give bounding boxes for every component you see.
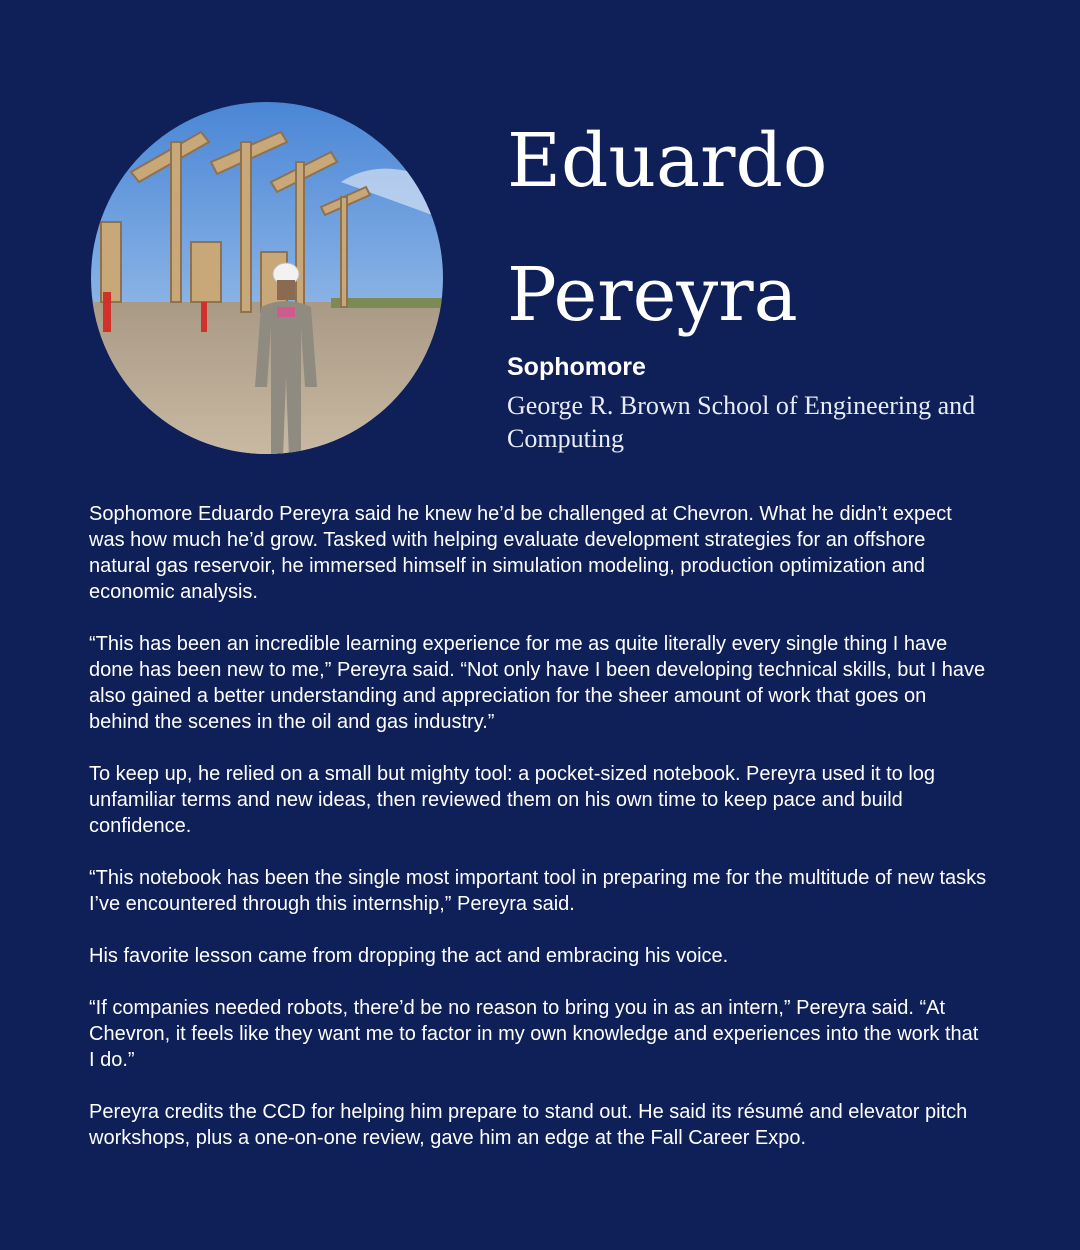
last-name: Pereyra xyxy=(507,252,798,338)
school-name: George R. Brown School of Engineering and Computing xyxy=(507,391,976,453)
student-name xyxy=(507,94,1047,362)
paragraph: “This has been an incredible learning experience for me as quite literally every single thing I have done has been new to me,” Pereyra said. “Not only have I been developing technical skills, but I have also gained a better understanding and appreciation for the sheer amount of work that goes on behind the scenes in the oil and gas industry.” xyxy=(89,633,986,733)
paragraph: Sophomore Eduardo Pereyra said he knew he’d be challenged at Chevron. What he didn’t expect was how much he’d grow. Tasked with helping evaluate development strategies for an offshore natural gas reservoir, he immersed himself in simulation modeling, production optimization and economic analysis. xyxy=(89,503,952,603)
oilfield-portrait-photo xyxy=(91,102,443,454)
article-body xyxy=(89,501,989,1177)
first-name: Eduardo xyxy=(507,118,828,204)
paragraph: To keep up, he relied on a small but mighty tool: a pocket-sized notebook. Pereyra used it to log unfamiliar terms and new ideas, then reviewed them on his own time to keep pace and build confidence. xyxy=(89,763,936,837)
paragraph: Pereyra credits the CCD for helping him prepare to stand out. He said its résumé and elevator pitch workshops, plus a one-on-one review, gave him an edge at the Fall Career Expo. xyxy=(89,1101,968,1149)
paragraph: “This notebook has been the single most important tool in preparing me for the multitude of new tasks I’ve encountered through this internship,” Pereyra said. xyxy=(89,867,987,915)
class-year: Sophomore xyxy=(507,353,646,381)
paragraph: His favorite lesson came from dropping the act and embracing his voice. xyxy=(89,945,729,967)
paragraph: “If companies needed robots, there’d be no reason to bring you in as an intern,” Pereyra said. “At Chevron, it feels like they want me to factor in my own knowledge and experiences into the work that I do.” xyxy=(89,997,979,1071)
profile-photo xyxy=(91,102,443,454)
